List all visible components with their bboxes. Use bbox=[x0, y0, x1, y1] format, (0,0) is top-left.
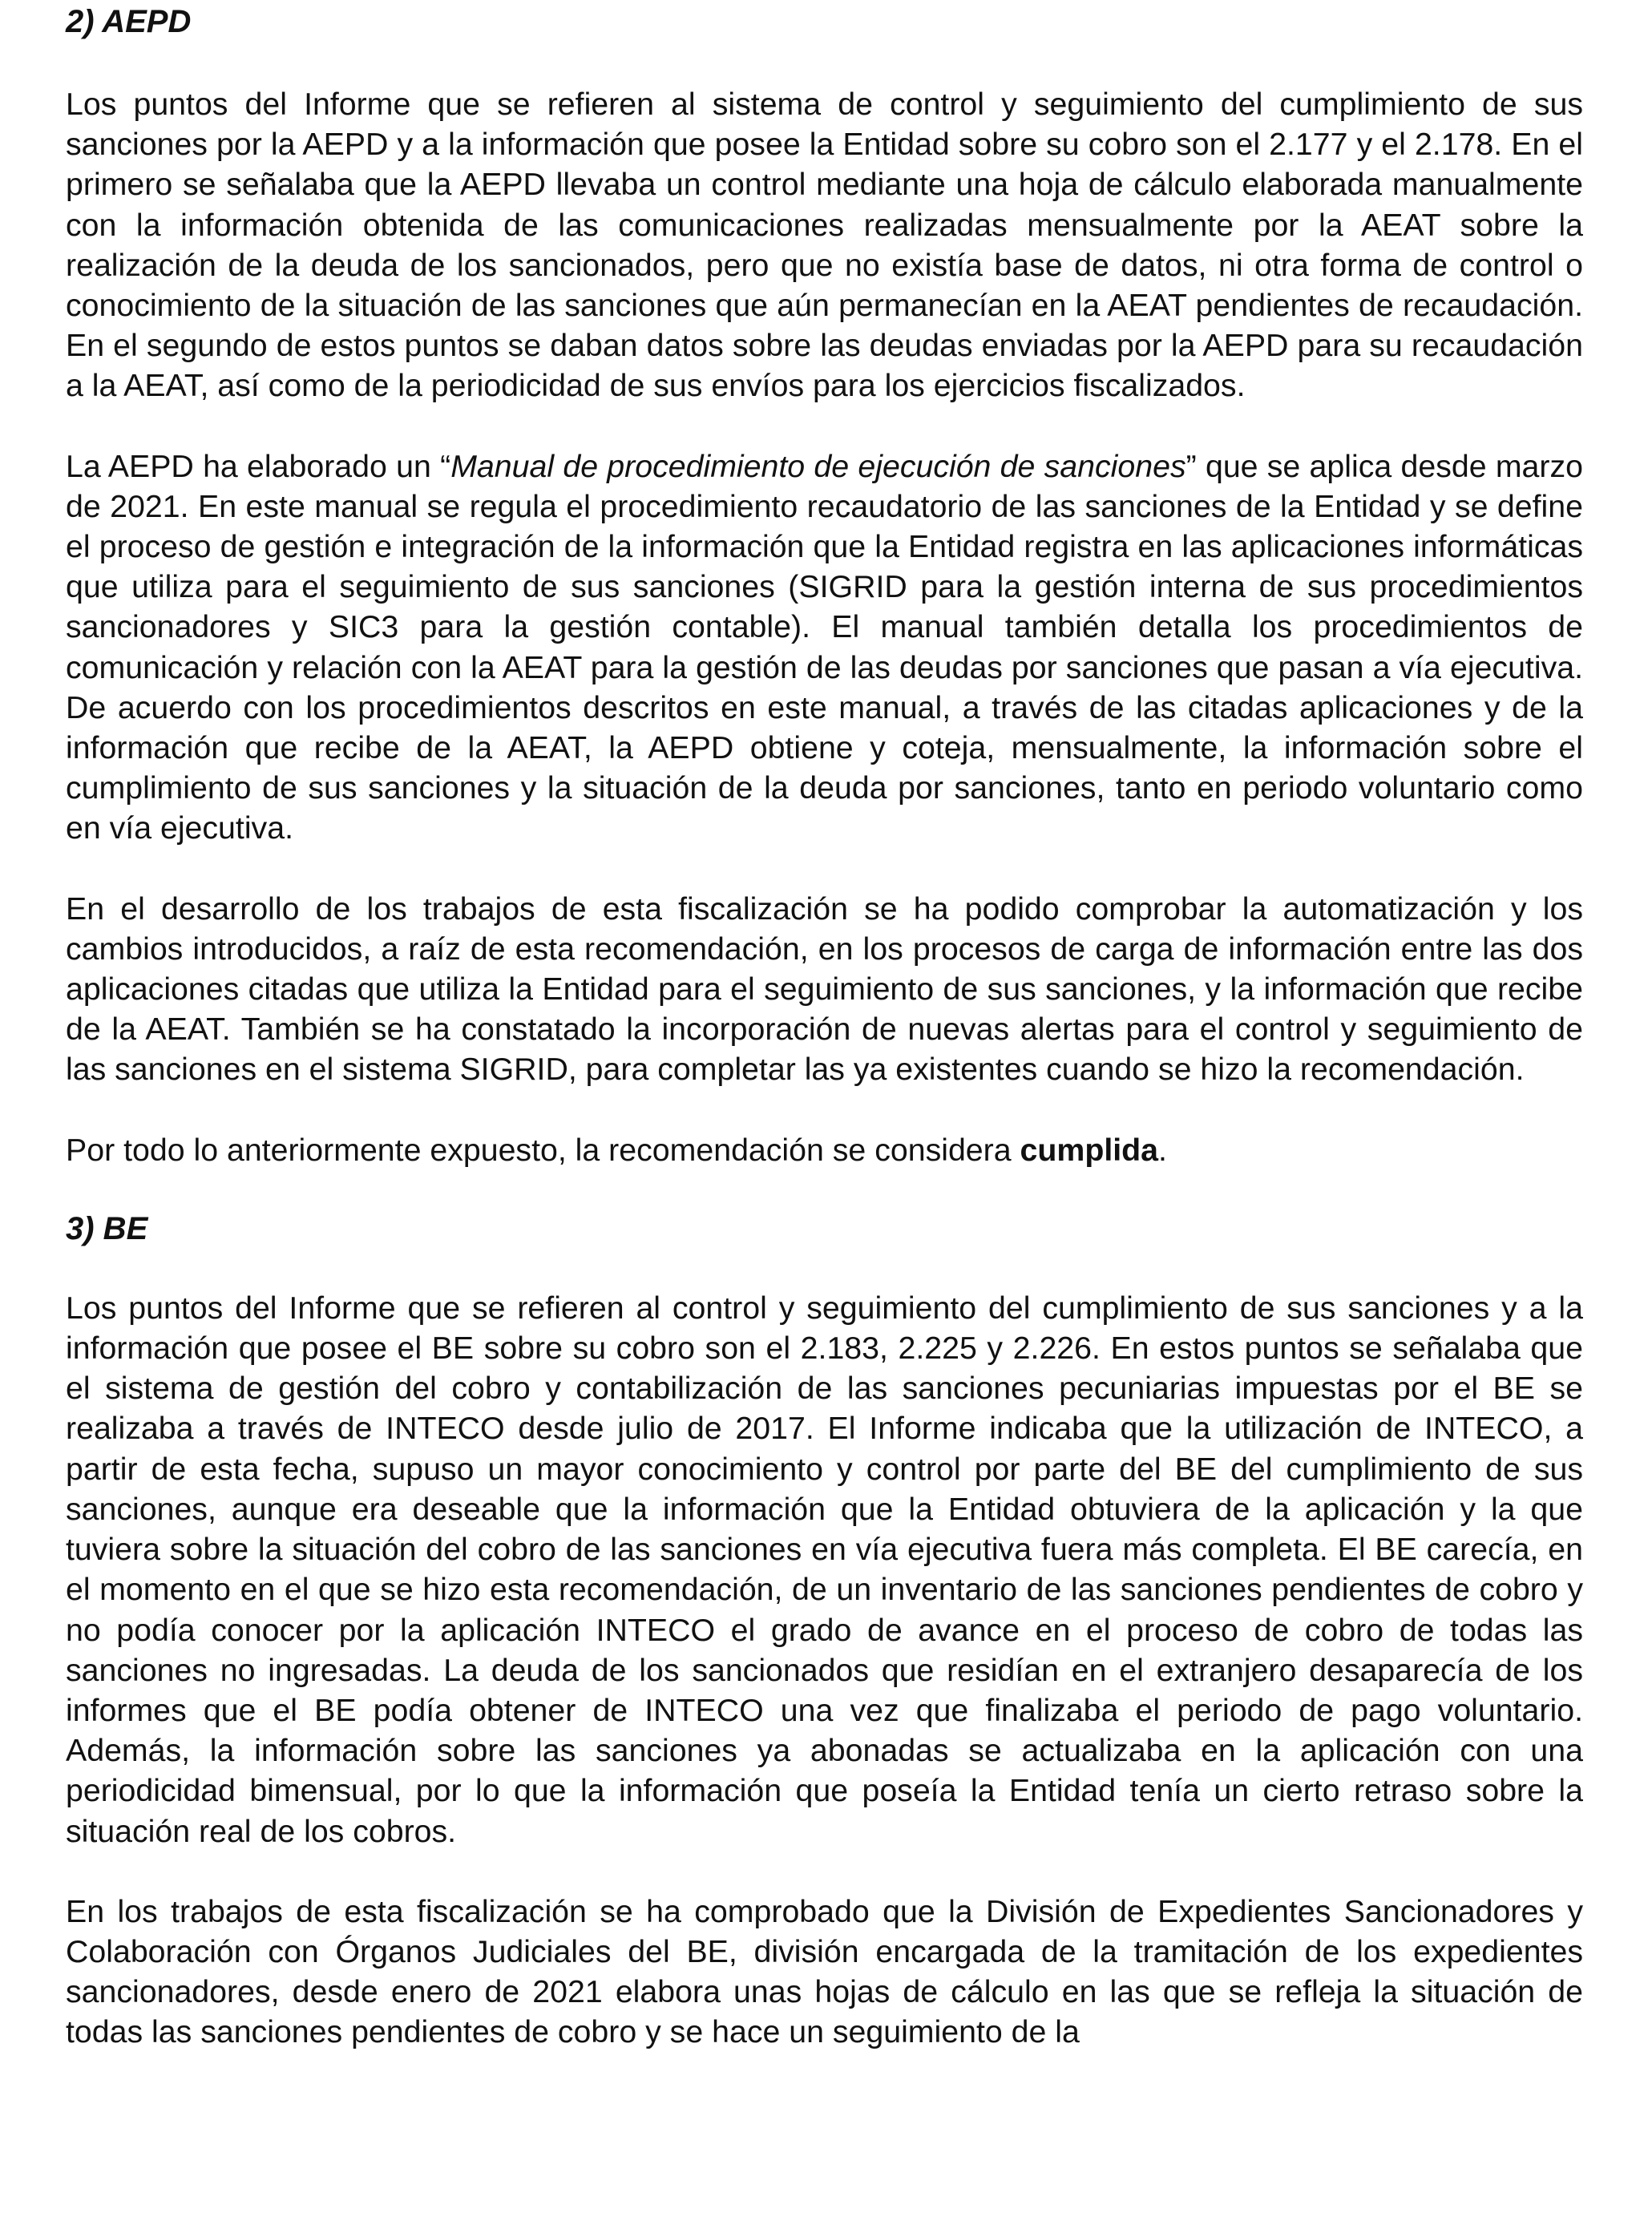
aepd-conclusion bbox=[66, 1130, 1583, 1170]
status-cumplida: cumplida bbox=[1020, 1132, 1159, 1168]
aepd-paragraph-2-rest: ” que se aplica desde marzo de 2021. En este manual se regula el procedimiento recaudatorio de las sanciones de la Entidad y se define el proceso de gestión e integración de la información que la Entidad registra en las aplicaciones informáticas que utiliza para el seguimiento de sus sanciones (SIGRID para la gestión interna de sus procedimientos sancionadores y SIC3 para la gestión contable). El manual también detalla los procedimientos de comunicación y relación con la AEAT para la gestión de las deudas por sanciones que pasan a vía ejecutiva. De acuerdo con los procedimientos descritos en este manual, a través de las citadas aplicaciones y de la información que recibe de la AEAT, la AEPD obtiene y coteja, mensualmente, la información sobre el cumplimiento de sus sanciones y la situación de la deuda por sanciones, tanto en periodo voluntario como en vía ejecutiva. bbox=[66, 448, 1584, 846]
section-heading-aepd: 2) AEPD bbox=[66, 4, 192, 39]
be-paragraph-1: Los puntos del Informe que se refieren al control y seguimiento del cumplimiento de sus sanciones y a la información que posee el BE sobre su cobro son el 2.183, 2.225 y 2.226. En estos puntos se señalaba que el sistema de gestión del cobro y contabilización de las sanciones pecuniarias impuestas por el BE se realizaba a través de INTECO desde julio de 2017. El Informe indicaba que la utilización de INTECO, a partir de esta fecha, supuso un mayor conocimiento y control por parte del BE del cumplimiento de sus sanciones, aunque era deseable que la información que la Entidad obtuviera de la aplicación y la que tuviera sobre la situación del cobro de las sanciones en vía ejecutiva fuera más completa. El BE carecía, en el momento en el que se hizo esta recomendación, de un inventario de las sanciones pendientes de cobro y no podía conocer por la aplicación INTECO el grado de avance en el proceso de cobro de todas las sanciones no ingresadas. La deuda de los sancionados que residían en el extranjero desaparecía de los informes que el BE podía obtener de INTECO una vez que finalizaba el periodo de pago voluntario. Además, la información sobre las sanciones ya abonadas se actualizaba en la aplicación con una periodicidad bimensual, por lo que la información que poseía la Entidad tenía un cierto retraso sobre la situación real de los cobros. bbox=[66, 1290, 1583, 1849]
aepd-paragraph-2-start: La AEPD ha elaborado un “ bbox=[66, 448, 451, 484]
be-paragraph-2: En los trabajos de esta fiscalización se ha comprobado que la División de Expedientes Sancionadores y Colaboración con Órganos Judiciales del BE, división encargada de la tramitación de los expedientes sancionadores, desde enero de 2021 elabora unas hojas de cálculo en las que se refleja la situación de todas las sanciones pendientes de cobro y se hace un seguimiento de la bbox=[66, 1893, 1583, 2050]
aepd-conclusion-end: . bbox=[1158, 1132, 1167, 1168]
manual-title: Manual de procedimiento de ejecución de sanciones bbox=[450, 448, 1186, 484]
section-heading-be: 3) BE bbox=[66, 1210, 148, 1246]
aepd-paragraph-3: En el desarrollo de los trabajos de esta fiscalización se ha podido comprobar la automatización y los cambios introducidos, a raíz de esta recomendación, en los procesos de carga de información entre las dos aplicaciones citadas que utiliza la Entidad para el seguimiento de sus sanciones, y la información que recibe de la AEAT. También se ha constatado la incorporación de nuevas alertas para el control y seguimiento de las sanciones en el sistema SIGRID, para completar las ya existentes cuando se hizo la recomendación. bbox=[66, 890, 1583, 1088]
aepd-paragraph-2 bbox=[66, 446, 1583, 849]
aepd-conclusion-text: Por todo lo anteriormente expuesto, la recomendación se considera bbox=[66, 1132, 1020, 1168]
aepd-paragraph-1: Los puntos del Informe que se refieren al sistema de control y seguimiento del cumplimiento de sus sanciones por la AEPD y a la información que posee la Entidad sobre su cobro son el 2.177 y el 2.178. En el primero se señalaba que la AEPD llevaba un control mediante una hoja de cálculo elaborada manualmente con la información obtenida de las comunicaciones realizadas mensualmente por la AEAT sobre la realización de la deuda de los sancionados, pero que no existía base de datos, ni otra forma de control o conocimiento de la situación de las sanciones que aún permanecían en la AEAT pendientes de recaudación. En el segundo de estos puntos se daban datos sobre las deudas enviadas por la AEPD para su recaudación a la AEAT, así como de la periodicidad de sus envíos para los ejercicios fiscalizados. bbox=[66, 87, 1583, 404]
